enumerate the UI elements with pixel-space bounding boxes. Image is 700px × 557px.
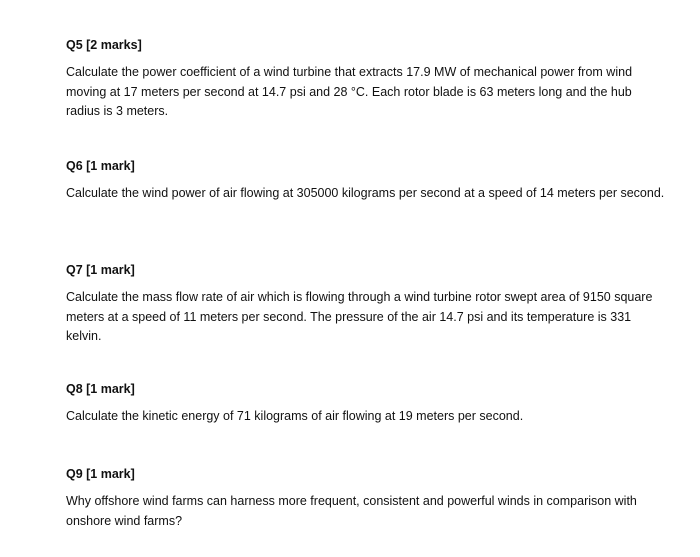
- question-heading: Q7 [1 mark]: [66, 263, 135, 277]
- question-text: Calculate the mass flow rate of air which is flowing through a wind turbine rotor swept area of 9150 square meters at a speed of 11 meters per second. The pressure of the air 14.7 psi and its temperature is 331 kelvin.: [66, 290, 653, 343]
- question-q7: [66, 262, 666, 347]
- question-heading: Q9 [1 mark]: [66, 467, 135, 481]
- question-heading: Q8 [1 mark]: [66, 382, 135, 396]
- question-q5: [66, 37, 666, 122]
- question-heading: Q5 [2 marks]: [66, 38, 142, 52]
- question-text: Calculate the wind power of air flowing at 305000 kilograms per second at a speed of 14 meters per second.: [66, 186, 665, 200]
- question-heading: Q6 [1 mark]: [66, 159, 135, 173]
- question-text: Why offshore wind farms can harness more frequent, consistent and powerful winds in comparison with onshore wind farms?: [66, 494, 637, 528]
- question-q6: [66, 158, 666, 204]
- question-q9: [66, 466, 666, 531]
- question-text: Calculate the kinetic energy of 71 kilograms of air flowing at 19 meters per second.: [66, 409, 524, 423]
- question-q8: [66, 381, 666, 427]
- question-text: Calculate the power coefficient of a wind turbine that extracts 17.9 MW of mechanical power from wind moving at 17 meters per second at 14.7 psi and 28 °C. Each rotor blade is 63 meters long and the hub radius is 3 meters.: [66, 65, 633, 118]
